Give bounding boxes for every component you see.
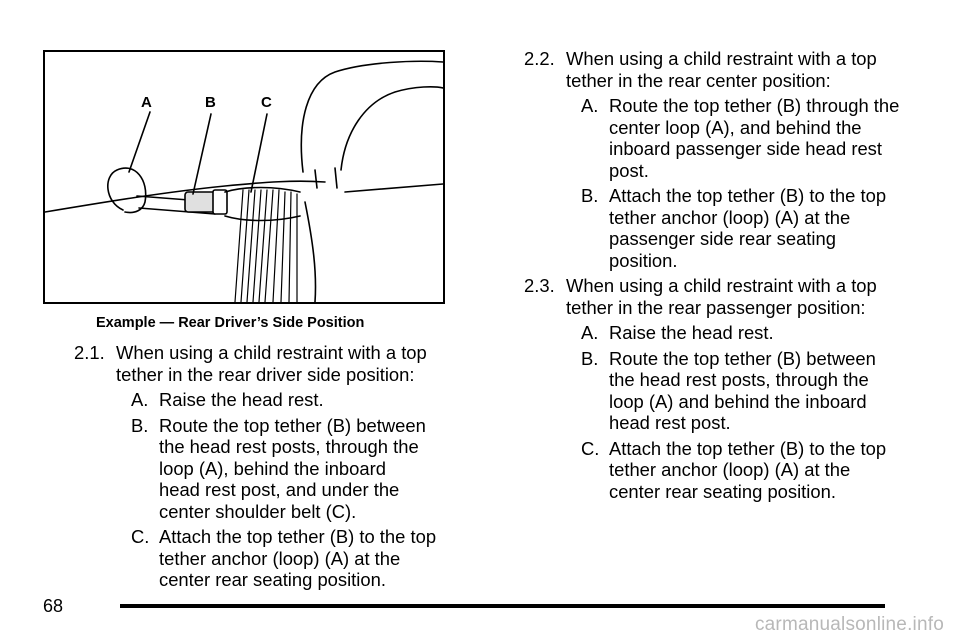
step-number: A. [581,322,599,343]
step-text: Raise the head rest. [609,322,774,343]
step-text: Attach the top tether (B) to the top tether anchor (loop) (A) at the passenger side rear seating position. [609,185,887,271]
step-text: Route the top tether (B) through the center loop (A), and behind the inboard passenger side head rest post. [609,95,900,181]
substep-b [581,185,944,271]
right-column [524,48,944,506]
callout-leader-c [251,114,267,192]
step-text: Route the top tether (B) between the head rest posts, through the loop (A) and behind the inboard head rest post. [609,347,876,433]
callout-label-a: A [141,94,152,111]
step-text: Raise the head rest. [159,389,324,410]
step-text: Attach the top tether (B) to the top tether anchor (loop) (A) at the center rear seating position. [159,526,437,590]
page-number: 68 [43,596,64,616]
callout-leader-a [129,112,150,172]
step-text: Attach the top tether (B) to the top tether anchor (loop) (A) at the center rear seating position. [609,437,887,502]
site-watermark: carmanualsonline.info [754,614,944,635]
figure-caption: Example — Rear Driver’s Side Position [96,315,365,331]
step-number: C. [131,526,150,547]
head-rest-outline [301,61,443,172]
callout-label-c: C [261,94,272,111]
substep-a [131,389,474,411]
step-number: A. [581,95,599,116]
step-number: B. [581,347,599,369]
substep-c [581,438,944,503]
substep-b [131,415,474,523]
callout-label-b: B [205,94,216,111]
step-2-3 [524,275,944,318]
callout-leader-b [193,114,211,194]
substep-a [581,95,944,181]
step-number: A. [131,389,149,410]
substep-a [581,322,944,344]
center-shoulder-belt [235,190,297,302]
step-number: B. [581,185,599,206]
step-2-2 [524,48,944,91]
footer-rule [120,604,885,608]
step-number: 2.1. [74,342,105,363]
tether-routing-illustration [43,50,445,304]
step-text: When using a child restraint with a top tether in the rear center position: [566,48,877,91]
step-number: C. [581,437,600,459]
step-number: 2.3. [524,275,555,296]
substep-b [581,348,944,434]
step-text: Route the top tether (B) between the head rest posts, through the loop (A), behind the inboard head rest post, and under the center shoulder belt (C). [159,414,426,522]
step-2-1 [74,342,474,385]
step-number: 2.2. [524,48,555,69]
step-text: When using a child restraint with a top tether in the rear driver side position: [116,342,427,385]
step-text: When using a child restraint with a top tether in the rear passenger position: [566,275,877,318]
step-number: B. [131,414,149,436]
tether-anchor-loop [108,168,146,212]
left-column [74,342,474,595]
substep-c [131,526,474,591]
